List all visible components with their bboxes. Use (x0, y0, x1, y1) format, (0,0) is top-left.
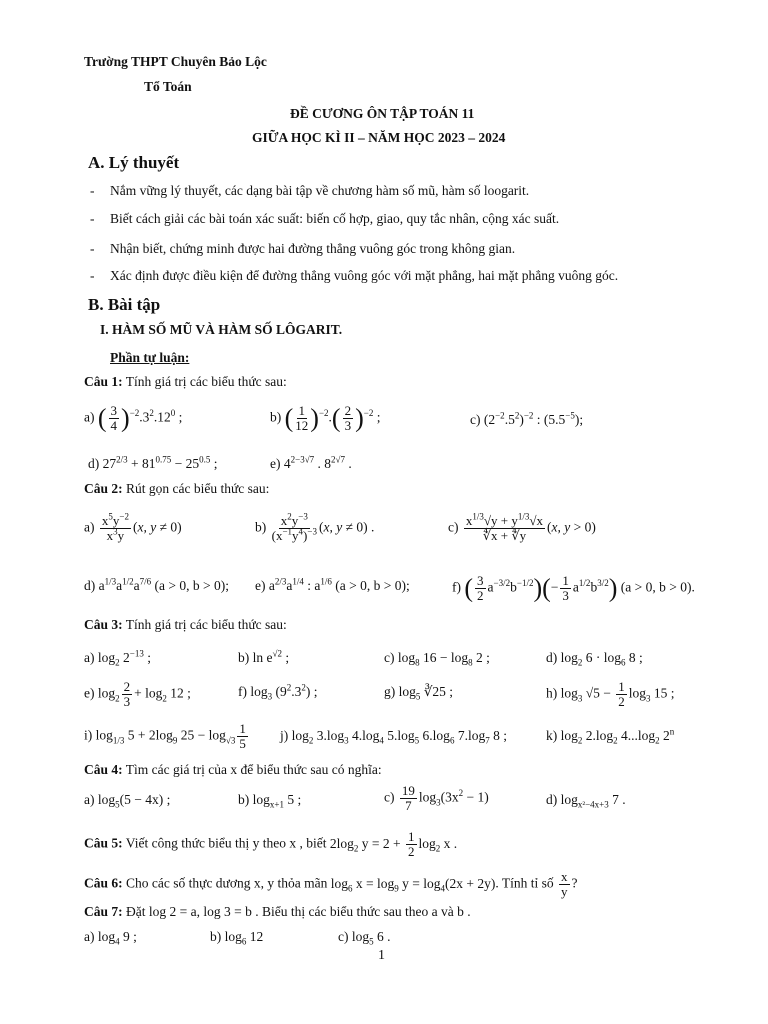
section-a-item: - Nhận biết, chứng minh được hai đường thẳng vuông góc trong không gian. (90, 241, 516, 256)
q2-item-e: e) $a^{2/3}a^{1/4}$ : $a^{1/6}$ (a > 0, b > 0); (255, 576, 410, 593)
doc-title-line2: GIỮA HỌC KÌ II – NĂM HỌC 2023 – 2024 (252, 130, 506, 145)
question-3: Câu 3: Tính giá trị các biểu thức sau: (84, 617, 287, 632)
question-5: Câu 5: Viết công thức biểu thị y theo x , biết $2\log_2$ y = 2 + $\frac{1}{2}$ $\log_2 x$ . (84, 829, 458, 859)
q4-item-c: c) $\frac{19}{7}$ $\log_3(3x^2 - 1)$ (384, 783, 489, 813)
question-6: Câu 6: Cho các số thực dương x, y thỏa mãn $\log_6 x = \log_9 y = \log_4(2x + 2y)$. Tính tỉ số $\frac{x}{y}$ ? (84, 869, 578, 899)
question-1: Câu 1: Tính giá trị các biểu thức sau: (84, 374, 287, 389)
question-4: Câu 4: Tìm các giá trị của x để biểu thức sau có nghĩa: (84, 762, 382, 777)
part-title: I. HÀM SỐ MŨ VÀ HÀM SỐ LÔGARIT. (100, 322, 343, 337)
section-a-item: - Xác định được điều kiện để đường thẳng vuông góc với mặt phẳng, hai mặt phẳng vuông góc. (90, 268, 619, 283)
q2-item-b: b) $\frac{x^2y^{-3}}{(x^{-1}y^4)^{-3}}$ (x, y ≠ 0) . (255, 511, 375, 543)
q7-item-a: a) $\log_4 9$ ; (84, 929, 137, 947)
q1-item-e: e) $4^{2-3√7}$ . $8^{2√7}$ . (270, 454, 352, 471)
q1-item-d: d) $27^{2/3} + 81^{0.75} - 25^{0.5}$ ; (88, 454, 218, 471)
q1-item-b: b) ( $\frac{1}{12}$ )$^{-2}$.( $\frac{2}{3}$ )$^{-2}$ ; (270, 403, 381, 433)
q2-item-d: d) $a^{1/3}a^{1/2}a^{7/6}$ (a > 0, b > 0); (84, 576, 230, 593)
q1-item-a: a) ( $\frac{3}{4}$ )$^{-2}.3^2.12^0$ ; (84, 403, 183, 433)
q4-item-a: a) $\log_5(5 - 4x)$ ; (84, 792, 171, 810)
q3-item-k: k) $\log_2 2.\log_2$ $4...\log_2$ 2$^n$ (546, 726, 675, 746)
q4-item-d: d) $\log_{x^2-4x+3} 7$ . (546, 792, 626, 810)
doc-title-line1: ĐỀ CƯƠNG ÔN TẬP TOÁN 11 (290, 106, 475, 121)
q3-item-c: c) $\log_8 16 - \log_8 2$ ; (384, 650, 490, 668)
section-b-heading: B. Bài tập (88, 295, 161, 314)
q7-item-c: c) $\log_5 6$ . (338, 929, 391, 947)
section-a-item: - Biết cách giải các bài toán xác suất: biến cố hợp, giao, quy tắc nhân, cộng xác suất. (90, 211, 560, 226)
question-2: Câu 2: Rút gọn các biểu thức sau: (84, 481, 270, 496)
department-name: Tổ Toán (144, 79, 192, 94)
q3-item-a: a) $\log_2 2^{-13}$ ; (84, 648, 151, 668)
section-a-item: - Nắm vững lý thuyết, các dạng bài tập về chương hàm số mũ, hàm số loogarit. (90, 183, 530, 198)
q3-item-e: e) $\log_2$ $\frac{2}{3}$ + $\log_2 12$ ; (84, 679, 191, 709)
section-a-heading: A. Lý thuyết (88, 153, 180, 172)
q3-item-d: d) $\log_2 6 \cdot \log_6 8$ ; (546, 650, 643, 668)
school-name: Trường THPT Chuyên Bảo Lộc (84, 54, 267, 69)
q4-item-b: b) $\log_{x+1} 5$ ; (238, 792, 302, 810)
q3-item-i: i) $\log_{1/3} 5 + 2\log_9$ $25 - \log_{√3}$ $\frac{1}{5}$ (84, 721, 246, 751)
q7-item-b: b) $\log_6 12$ (210, 929, 264, 947)
page-number: 1 (378, 948, 385, 963)
q3-item-h: h) $\log_3 √5$ − $\frac{1}{2}$ $\log_3 15$ ; (546, 679, 675, 709)
q3-item-b: b) $\ln e^{√2}$ ; (238, 648, 290, 665)
q2-item-c: c) $\frac{x^{1/3}√y + y^{1/3}√x}{∜x + ∜y}$ (x, y > 0) (448, 511, 596, 543)
q1-item-c: c) $(2^{-2}.5^2)^{-2}$ : $(5.5^{-5})$; (470, 410, 584, 427)
q2-item-a: a) $\frac{x^5y^{-2}}{x^3y}$ (x, y ≠ 0) (84, 511, 182, 543)
q3-item-g: g) $\log_5$ ∛25 ; (384, 684, 453, 702)
q3-item-j: j) $\log_2 3.\log_3$ $4.\log_4$ $5.\log_5$ $6.\log_6$ $7.\log_7$ 8 ; (280, 728, 507, 746)
question-7: Câu 7: Đặt log 2 = a, log 3 = b . Biểu thị các biểu thức sau theo a và b . (84, 904, 471, 919)
subpart-title: Phần tự luận: (110, 350, 190, 365)
q3-item-f: f) $\log_3 (9^2.3^2)$ ; (238, 682, 318, 702)
q2-item-f: f) ( $\frac{3}{2}$ $a^{-3/2}b^{-1/2})(-$ $\frac{1}{3}$ $a^{1/2}b^{3/2}$) (a > 0, b > 0). (452, 573, 695, 603)
